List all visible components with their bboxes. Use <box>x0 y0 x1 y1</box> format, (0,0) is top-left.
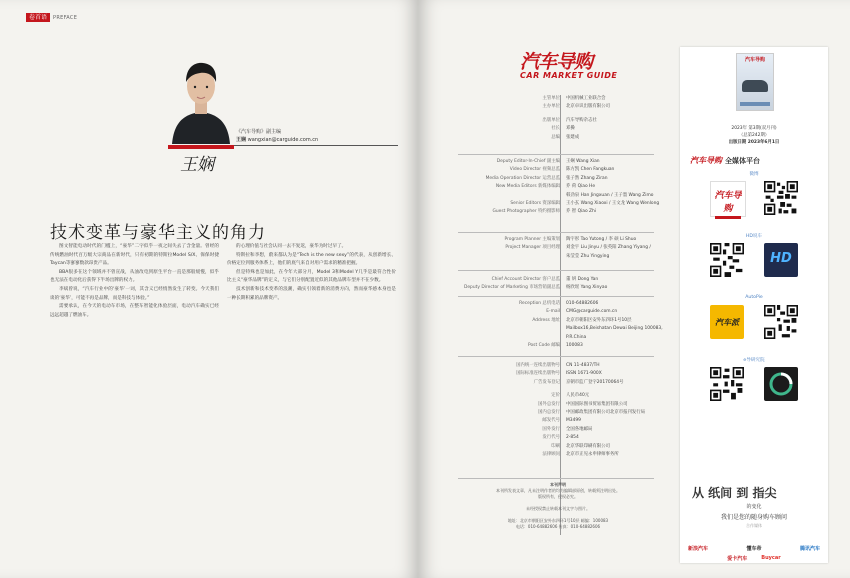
autopie-logo-tile: 汽车派 <box>710 305 744 339</box>
editor-portrait <box>170 52 232 144</box>
slogan-sub: 的变化 <box>746 504 762 510</box>
article-headline: 技术变革与豪华主义的角力 <box>50 223 266 243</box>
divider-line <box>458 154 654 155</box>
platform-logo: 汽车导购 <box>690 156 722 165</box>
slogan <box>692 484 816 529</box>
masthead-contact: Reception 总机电话 010-64882606 E-mail CMG@carguide.com.cn Address 地址 北京市朝阳区安外东四环1号10层 Mailbox16,Beishatan Dewai Beijing 100083, P.R.China Post Code 邮编 100083 <box>519 301 663 349</box>
paragraph: 但是特殊也是加此，在今年大部分月，Model 3和Model Y几乎是最符合性价比主义“豪华品牌”的定义，与它们分别配置近似的其他品牌车型并不在少数。 <box>227 269 396 284</box>
section-tag-label: 卷首语 <box>26 13 50 22</box>
masthead-editorial: Deputy Editor-In-Chief 副主编 王娴 Wang Xian Video Director 视频总监 陈方凯 Chen Fangkuan Media Operation Director 运营总监 张子然 Zhang Ziran New Media Editors 新媒体编辑 乔 荷 Qiao He 韩劲泉 Han Jingxuan / 王子墨 Wang Zimo Senior Editors 资深编辑 王小玄 Wang Xiaoxi / 王文龙 Wang Wenlong Guest Photographer 特约摄影师 乔 智 Qiao Zhi <box>485 159 660 215</box>
divider-line <box>458 478 654 479</box>
signature: 王娴 <box>180 155 214 175</box>
magazine-notice: 本刊声明 本刊所发表文章，凡未注明作者的均为编辑部原创，转载须注明出处。 版权所有，侵权必究。 未经授权禁止转载本刊文字与图片。 地址：北京市朝阳区安外东四环1号10层 邮编：100083 电话：010-64882606 传真：010-64882606 <box>496 482 620 529</box>
cover-bar <box>740 102 770 106</box>
qr-code-icon <box>710 367 744 401</box>
magazine-cover-thumbnail <box>736 53 774 111</box>
brand-buycar: Buycar <box>761 555 781 561</box>
paragraph: 技术创新和技术变革的浪潮，确实引领着新的消费方向，然而豪华感本身也是一种长期积累的品牌资产。 <box>227 286 396 301</box>
masthead-publication-info: 国内统一连续出版物号 CN 11-4837/TH 国际标准连续出版物号 ISSN 1671-900X 广告发布登记 京朝市监广登字20170064号 定价 人民币40元 国外总发行 中国国际图书贸易集团有限公司 国内总发行 中国邮政集团有限公司北京市报刊发行局 邮发代号 M3499 国外发行 全国各地邮局 发行代号 2-854 印刷 北京华联印刷有限公司 法律顾问 北京市正见永申律师事务所 <box>516 363 646 458</box>
platform-header <box>690 155 818 166</box>
brand-sina: 新浪汽车 <box>688 546 709 552</box>
partner-brands <box>688 545 820 552</box>
paragraph: 李斌曾说，“汽车行业中的‘豪华’一词，其含义已经悄然发生了转变。今天我们谈的‘豪华’，可能不再是品牌，而是科技与体验。” <box>50 286 219 301</box>
car-icon <box>742 80 768 92</box>
logo-en: CAR MARKET GUIDE <box>520 71 618 80</box>
accent-bar <box>168 145 234 149</box>
logo-cn: 汽车导购 <box>520 51 593 73</box>
paragraph: 特斯拉和李想，蔚来都认为是“Tech is the new sexy”的代表，从创新增长、价格定位到服务体系上，他们的底气来自对用户需求的精准把握。 <box>227 252 396 267</box>
section-hd: HD说车 <box>745 234 763 239</box>
paragraph: 需要承认，在今天的电动车市场，在整车智能化体验层面，电动汽车确实已经远远超越了燃油车。 <box>50 304 219 318</box>
masthead-publisher: 主管单位 中国机械工业联合会 主办单位 北京卓识出版有限公司 出版单位 汽车导购杂志社 社长 邓操 总编 张建成 <box>542 96 610 140</box>
slogan-main: 从 纸间 到 指尖 <box>692 486 777 500</box>
divider-line <box>458 270 654 271</box>
paragraph: 图文智能电动时代的门槛上，“豪华”二字似乎一夜之间失去了含金量。曾经的传统燃油时代百万级大宗商品在新时代，只有初期的特斯拉Model S/X、保保时捷Taycan等寥寥数款昂贵产品。 <box>50 244 219 267</box>
brand-dongchedi: 懂车帝 <box>746 546 762 552</box>
section-research: e导研究院 <box>743 358 765 363</box>
qr-code-icon <box>710 243 744 277</box>
editor-email: wangxian@carguide.com.cn <box>247 137 319 143</box>
section-tag <box>26 13 77 22</box>
section-autopie: AutoPie <box>745 295 763 300</box>
paragraph: BBA很多在这个领域并不曾宣战，从油改电到原生平台一直是那般缓慢，似乎也无法在电动化后获得下半场出牌的权力。 <box>50 269 219 284</box>
divider-line <box>458 232 654 233</box>
brand-xcar: 爱卡汽车 <box>727 556 748 562</box>
partner-media-label: 合作媒体 <box>746 523 762 528</box>
article-column-1 <box>50 243 219 320</box>
qr-code-icon <box>764 181 798 215</box>
masthead-program: Program Planner 主编策划 陶宇彤 Tao Yutong / 李 硕 Li Shuo Project Manager 项目经理 刘金宇 Liu Jinyu / 张英阳 Zhang Yiyang / 朱莹莹 Zhu Yingying <box>504 237 651 259</box>
editor-title: 《汽车导购》副主编 <box>236 129 282 135</box>
research-logo-tile <box>764 367 798 401</box>
section-weibo: 微博 <box>749 172 759 177</box>
editor-name: 王娴 <box>236 137 247 143</box>
divider-line <box>458 296 654 297</box>
qr-code-icon <box>764 305 798 339</box>
magazine-logo <box>520 47 617 80</box>
article-column-2 <box>227 243 396 320</box>
hd-logo-tile: HD <box>764 243 798 277</box>
weibo-tile: 汽车导购 <box>710 181 746 217</box>
editor-credit <box>236 128 318 144</box>
divider-line <box>458 356 654 357</box>
brand-tencent: 腾讯汽车 <box>799 546 820 552</box>
slogan-tagline: 我们是您的随身购车顾问 <box>720 514 787 521</box>
left-page <box>0 0 418 578</box>
paragraph: 的心理价值与社会认同一去不复返，豪华为时过早了。 <box>236 244 347 249</box>
section-tag-en: PREFACE <box>53 14 78 21</box>
masthead-advertising: Chief Account Director 客户总监 董 妍 Dong Yan Deputy Director of Marketing 市场营销副总监 杨欣瑶 Yang Xinyao <box>463 277 608 291</box>
cover-title: 汽车导购 <box>744 57 765 63</box>
platform-title: 全媒体平台 <box>725 156 760 165</box>
article-body <box>50 243 396 320</box>
issue-info: 2023年 第3期(双月刊) （总第242期） 出版日期 2023年6月1日 <box>728 126 780 145</box>
partner-brands-2 <box>688 555 820 562</box>
media-platform-panel <box>680 47 828 563</box>
